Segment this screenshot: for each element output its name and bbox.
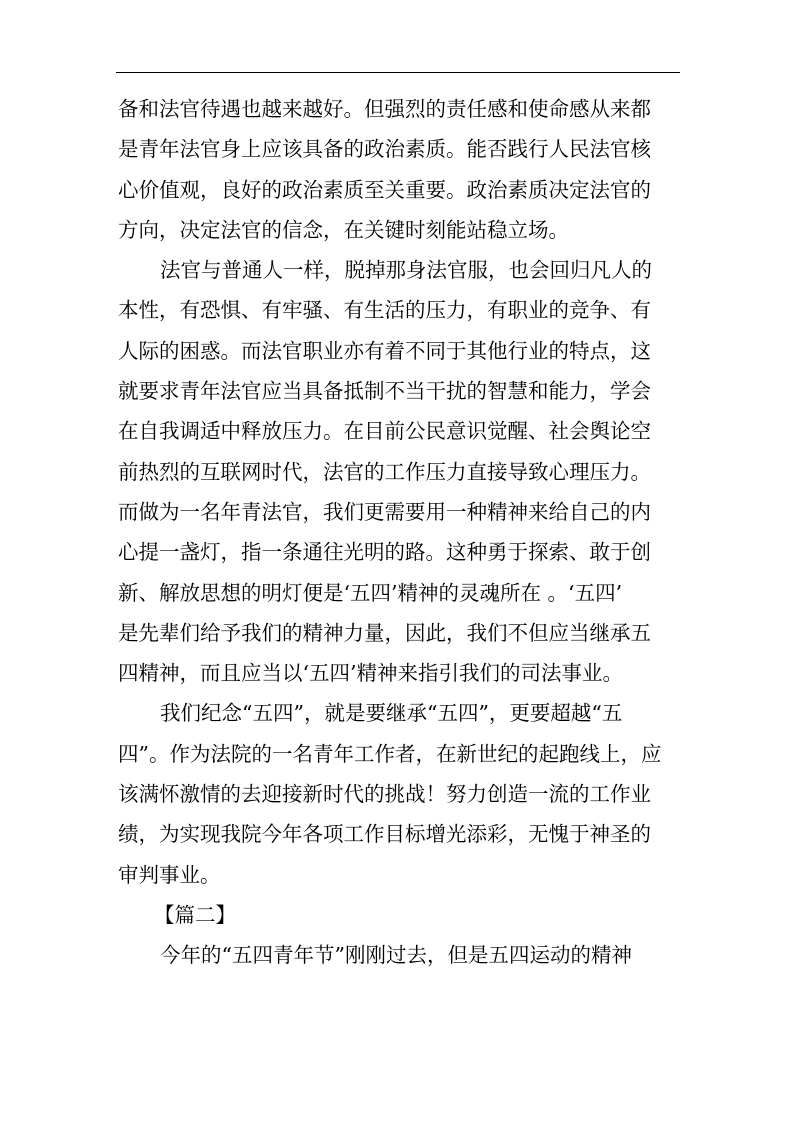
text-line: 审判事业。 (118, 862, 221, 887)
text-line: 心价值观，良好的政治素质至关重要。政治素质决定法官的 (118, 177, 651, 202)
text-line: 四”。作为法院的一名青年工作者，在新世纪的起跑线上，应 (118, 741, 662, 766)
text-line: 是先辈们给予我们的精神力量，因此，我们不但应当继承五 (118, 620, 651, 645)
paragraph-start-line: 法官与普通人一样，脱掉那身法官服，也会回归凡人的 (160, 258, 652, 283)
text-line: 心提一盏灯，指一条通往光明的路。这种勇于探索、敢于创 (118, 540, 651, 565)
text-line: 该满怀激情的去迎接新时代的挑战！努力创造一流的工作业 (118, 782, 651, 807)
text-line: 是青年法官身上应该具备的政治素质。能否践行人民法官核 (118, 137, 651, 162)
text-line: 人际的困惑。而法官职业亦有着不同于其他行业的特点，这 (118, 338, 651, 363)
text-line: 新、解放思想的明灯便是‘五四’精神的灵魂所在 。‘五四’ (118, 580, 623, 605)
text-line: 方向，决定法官的信念，在关键时刻能站稳立场。 (118, 217, 569, 242)
text-line: 前热烈的互联网时代，法官的工作压力直接导致心理压力。 (118, 459, 651, 484)
header-rule (116, 72, 680, 73)
paragraph-start-line: 我们纪念“五四”，就是要继承“五四”，更要超越“五 (160, 701, 623, 726)
text-line: 本性，有恐惧、有牢骚、有生活的压力，有职业的竞争、有 (118, 298, 651, 323)
text-line: 四精神，而且应当以‘五四’精神来指引我们的司法事业。 (118, 661, 624, 686)
document-body (118, 89, 678, 976)
text-line: 就要求青年法官应当具备抵制不当干扰的智慧和能力，学会 (118, 379, 651, 404)
paragraph-start-line: 今年的“五四青年节”刚刚过去，但是五四运动的精神 (160, 943, 632, 968)
text-line: 备和法官待遇也越来越好。但强烈的责任感和使命感从来都 (118, 97, 651, 121)
text-line: 而做为一名年青法官，我们更需要用一种精神来给自己的内 (118, 499, 651, 524)
section-heading: 【篇二】 (154, 902, 236, 927)
text-line: 在自我调适中释放压力。在目前公民意识觉醒、社会舆论空 (118, 419, 651, 444)
text-line: 绩，为实现我院今年各项工作目标增光添彩，无愧于神圣的 (118, 822, 651, 847)
